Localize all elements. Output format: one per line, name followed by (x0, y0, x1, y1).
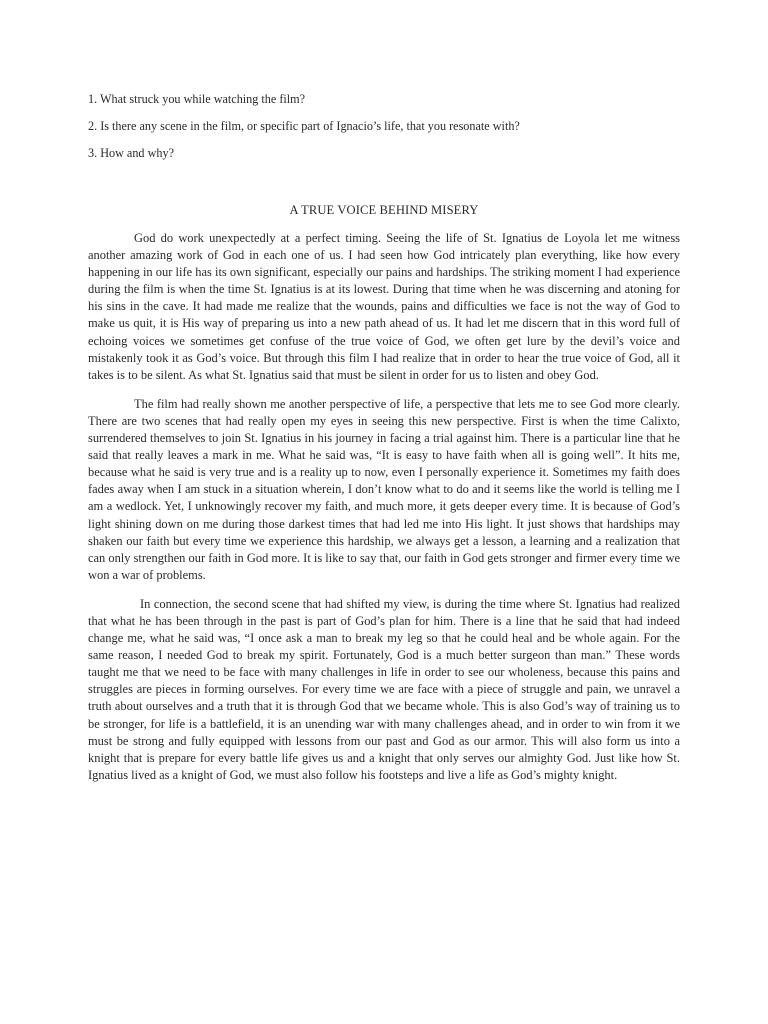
question-item: 3. How and why? (88, 146, 174, 160)
essay-body (88, 230, 680, 796)
question-item: 2. Is there any scene in the film, or specific part of Ignacio’s life, that you resonate with? (88, 119, 520, 133)
essay-paragraph: God do work unexpectedly at a perfect timing. Seeing the life of St. Ignatius de Loyola let me witness another amazing work of God in each one of us. I had seen how God intricately plan everything, like how every happening in our life has its own significant, especially our pains and hardships. The striking moment I had experience during the film is when the time St. Ignatius is at its lowest. During that time when he was discerning and atoning for his sins in the cave. It had made me realize that the wounds, pains and difficulties we face is not the way of God to make us quit, it is His way of preparing us into a new path ahead of us. It had let me discern that in this word full of echoing voices we sometimes get confuse of the true voice of God, we often get lure by the devil’s voice and mistakenly took it as God’s voice. But through this film I had realize that in order to hear the true voice of God, all it takes is to be silent. As what St. Ignatius said that must be silent in order for us to listen and obey God. (88, 231, 680, 382)
essay-paragraph: The film had really shown me another perspective of life, a perspective that lets me to see God more clearly. There are two scenes that had really open my eyes in seeing this new perspective. First is when the time Calixto, surrendered themselves to join St. Ignatius in his journey in facing a trial against him. There is a particular line that he said that really leaves a mark in me. What he said was, “It is easy to have faith when all is going well”. It hits me, because what he said is very true and is a reality up to now, even I personally experience it. Sometimes my faith does fades away when I am stuck in a situation wherein, I don’t know what to do and it seems like the world is telling me I am a wedlock. Yet, I unknowingly recover my faith, and much more, it gets deeper every time. It is because of God’s light shining down on me during those darkest times that had led me into His light. It just shows that hardships may shaken our faith but every time we experience this hardship, we always get a lesson, a learning and a realization that can only strengthen our faith in God more. It is like to say that, our faith in God gets stronger and firmer every time we won a war of problems. (88, 396, 681, 582)
question-list (88, 92, 680, 173)
essay-paragraph: In connection, the second scene that had shifted my view, is during the time where St. Ignatius had realized that what he has been through in the past is part of God’s plan for him. There is a line that he said that had indeed change me, what he said was, “I once ask a man to break my leg so that he could heal and be whole again. For the same reason, I needed God to break my spirit. Fortunately, God is a much better surgeon than man.” These words taught me that we need to be face with many challenges in life in order to see our wholeness, because this pains and struggles are pieces in forming ourselves. For every time we are face with a piece of struggle and pain, we unravel a truth about ourselves and a truth that it is through God that we became whole. This is also God’s way of training us to be stronger, for life is a battlefield, it is an unending war with many challenges ahead, and in order to win from it we must be strong and fully equipped with lessons from our past and God as our armor. This will also form us into a knight that is prepare for every battle life gives us and a knight that only serves our almighty God. Just like how St. Ignatius lived as a knight of God, we must also follow his footsteps and live a life as God’s mighty knight. (88, 596, 680, 782)
essay-title: A TRUE VOICE BEHIND MISERY (289, 203, 479, 217)
question-item: 1. What struck you while watching the film? (88, 92, 306, 106)
